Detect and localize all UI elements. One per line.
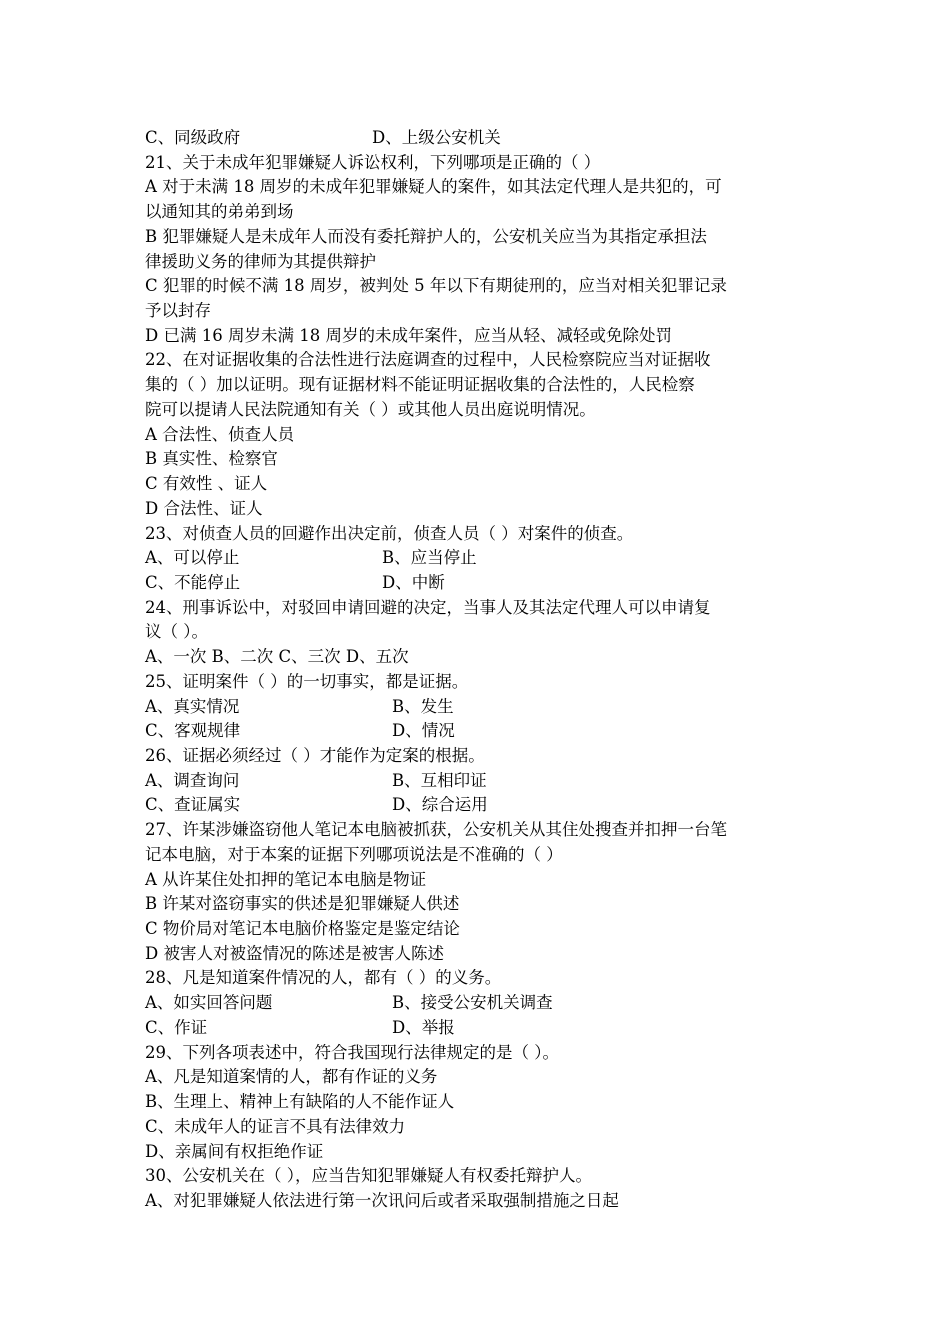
text-line: 律援助义务的律师为其提供辩护 xyxy=(145,251,376,271)
text-line: 24、刑事诉讼中，对驳回申请回避的决定，当事人及其法定代理人可以申请复 xyxy=(145,597,711,617)
text-line: A、对犯罪嫌疑人依法进行第一次讯问后或者采取强制措施之日起 xyxy=(145,1190,619,1210)
option-left: C、同级政府 xyxy=(145,128,241,147)
text-line: 26、证据必须经过（ ）才能作为定案的根据。 xyxy=(145,746,485,765)
text-line: A 从许某住处扣押的笔记本电脑是物证 xyxy=(145,869,427,889)
text-line: C 物价局对笔记本电脑价格鉴定是鉴定结论 xyxy=(145,919,460,939)
text-line: A 对于未满 18 周岁的未成年犯罪嫌疑人的案件，如其法定代理人是共犯的，可 xyxy=(145,177,722,197)
text-line: 22、在对证据收集的合法性进行法庭调查的过程中，人民检察院应当对证据收 xyxy=(145,350,711,370)
option-right: B、应当停止 xyxy=(382,548,477,568)
text-line: 记本电脑，对于本案的证据下列哪项说法是不准确的（ ） xyxy=(145,844,563,864)
option-row xyxy=(145,1017,455,1041)
option-right: D、举报 xyxy=(392,1017,455,1037)
option-left: A、真实情况 xyxy=(145,696,240,716)
option-row xyxy=(145,127,501,151)
text-line: 28、凡是知道案件情况的人，都有（ ）的义务。 xyxy=(145,968,502,988)
option-right: B、互相印证 xyxy=(392,770,487,790)
text-line: B、生理上、精神上有缺陷的人不能作证人 xyxy=(145,1092,455,1112)
text-line: D、亲属间有权拒绝作证 xyxy=(145,1141,324,1161)
option-right: D、情况 xyxy=(392,721,455,741)
option-right: D、上级公安机关 xyxy=(372,128,501,147)
text-line: 30、公安机关在（ ），应当告知犯罪嫌疑人有权委托辩护人。 xyxy=(145,1166,592,1186)
option-row xyxy=(145,992,553,1016)
option-right: D、中断 xyxy=(382,572,445,592)
option-row xyxy=(145,720,455,744)
text-line: A 合法性、侦查人员 xyxy=(145,424,295,444)
text-line: D 合法性、证人 xyxy=(145,498,263,518)
option-right: D、综合运用 xyxy=(392,795,488,815)
text-line: A、凡是知道案情的人，都有作证的义务 xyxy=(145,1067,438,1087)
text-line: 院可以提请人民法院通知有关（ ）或其他人员出庭说明情况。 xyxy=(145,399,596,419)
text-line: 29、下列各项表述中，符合我国现行法律规定的是（ ）。 xyxy=(145,1042,559,1062)
option-row xyxy=(145,547,477,571)
option-left: C、查证属实 xyxy=(145,795,241,815)
text-line: C 犯罪的时候不满 18 周岁，被判处 5 年以下有期徒刑的，应当对相关犯罪记录 xyxy=(145,276,727,296)
text-line: 以通知其的弟弟到场 xyxy=(145,202,294,222)
text-line: D 已满 16 周岁未满 18 周岁的未成年案件，应当从轻、减轻或免除处罚 xyxy=(145,325,672,345)
text-line: 27、许某涉嫌盗窃他人笔记本电脑被抓获，公安机关从其住处搜查并扣押一台笔 xyxy=(145,820,727,840)
option-row xyxy=(145,696,454,720)
option-left: A、调查询问 xyxy=(145,770,240,790)
text-line: B 许某对盗窃事实的供述是犯罪嫌疑人供述 xyxy=(145,894,460,914)
text-line: 23、对侦查人员的回避作出决定前，侦查人员（ ）对案件的侦查。 xyxy=(145,523,634,543)
option-left: C、不能停止 xyxy=(145,572,241,592)
option-left: C、客观规律 xyxy=(145,721,241,741)
option-left: C、作证 xyxy=(145,1017,208,1037)
text-line: C、未成年人的证言不具有法律效力 xyxy=(145,1116,406,1136)
text-line: 议（ ）。 xyxy=(145,622,208,642)
text-line: D 被害人对被盗情况的陈述是被害人陈述 xyxy=(145,943,444,963)
text-line: 25、证明案件（ ）的一切事实，都是证据。 xyxy=(145,671,469,691)
text-line: 予以封存 xyxy=(145,301,211,321)
text-line: 集的（ ）加以证明。现有证据材料不能证明证据收集的合法性的，人民检察 xyxy=(145,375,695,395)
text-line: B 真实性、检察官 xyxy=(145,449,278,469)
option-right: B、发生 xyxy=(392,696,454,716)
text-line: A、一次 B、二次 C、三次 D、五次 xyxy=(145,647,409,667)
text-line: 21、关于未成年犯罪嫌疑人诉讼权利，下列哪项是正确的（ ） xyxy=(145,152,601,172)
option-row xyxy=(145,770,487,794)
option-left: A、可以停止 xyxy=(145,548,240,568)
text-line: B 犯罪嫌疑人是未成年人而没有委托辩护人的，公安机关应当为其指定承担法 xyxy=(145,226,707,246)
option-right: B、接受公安机关调查 xyxy=(392,993,553,1013)
option-left: A、如实回答问题 xyxy=(145,993,273,1013)
text-line: C 有效性 、证人 xyxy=(145,474,268,494)
option-row xyxy=(145,794,488,818)
option-row xyxy=(145,572,445,596)
